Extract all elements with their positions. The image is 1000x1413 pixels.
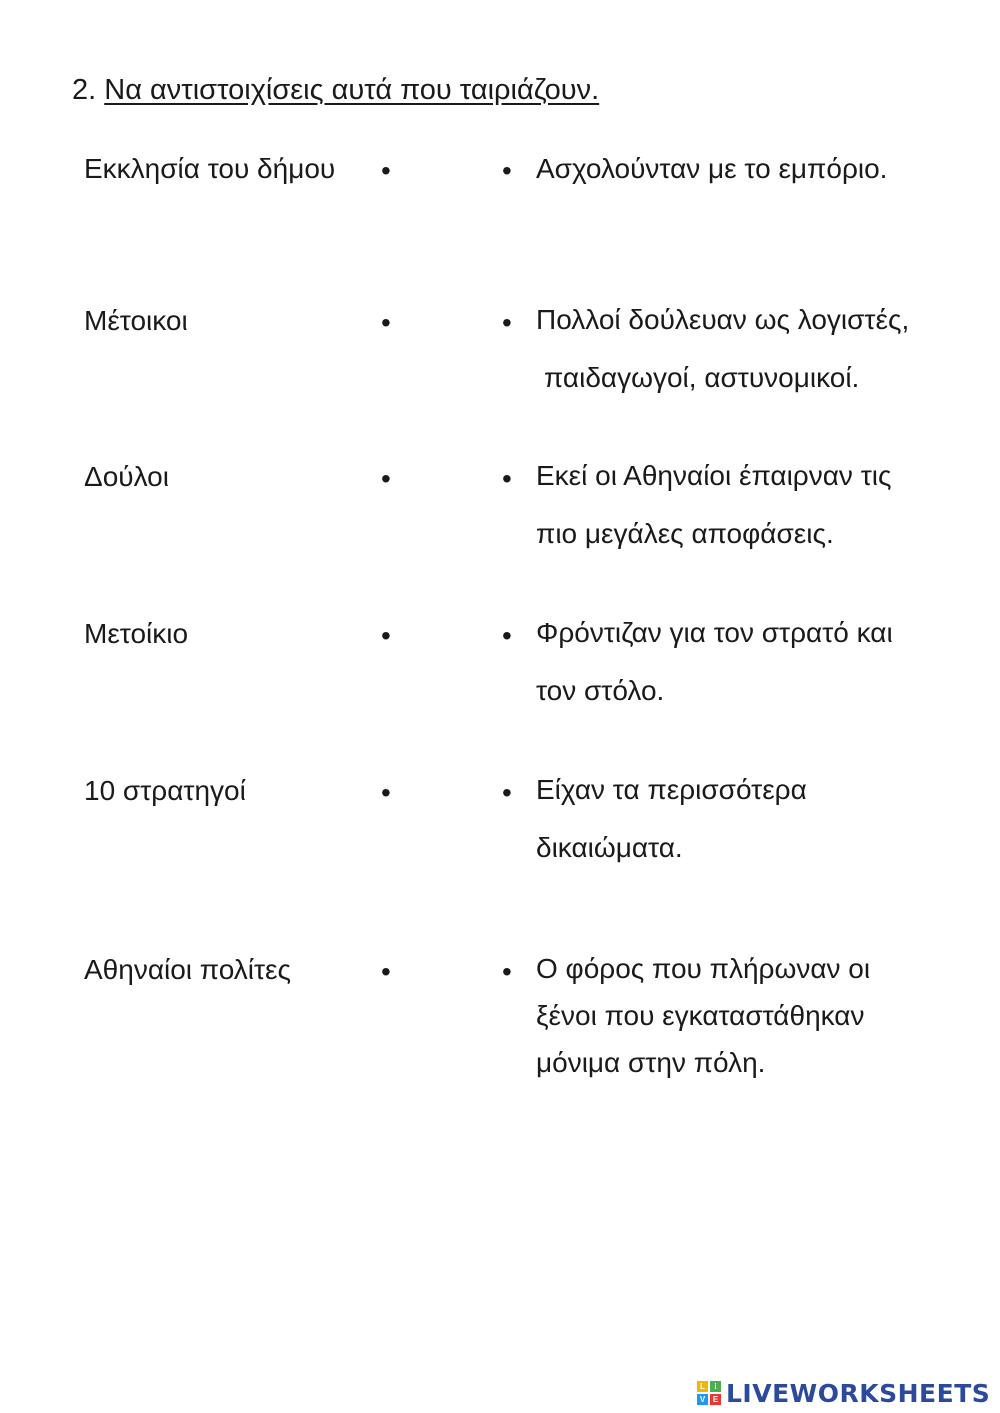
left-term: Δούλοι	[84, 461, 169, 492]
left-match-dot[interactable]: •	[381, 463, 391, 494]
definition-line: Ασχολούνταν με το εμπόριο.	[536, 153, 888, 184]
logo-text: LIVEWORKSHEETS	[726, 1378, 991, 1408]
definition-line: τον στόλο.	[536, 675, 665, 706]
right-definition	[536, 945, 870, 1086]
right-match-dot[interactable]: •	[502, 463, 512, 494]
definition-line: ξένοι που εγκαταστάθηκαν	[536, 1000, 865, 1031]
right-match-dot[interactable]: •	[502, 777, 512, 808]
question-instruction: Να αντιστοιχίσεις αυτά που ταιριάζουν.	[104, 74, 600, 106]
question-title	[72, 74, 599, 107]
left-term: Μετοίκιο	[84, 618, 189, 649]
left-match-dot[interactable]: •	[381, 307, 391, 338]
definition-line: μόνιμα στην πόλη.	[536, 1047, 766, 1078]
definition-line: Εκεί οι Αθηναίοι έπαιρναν τις	[536, 460, 892, 491]
left-match-dot[interactable]: •	[381, 155, 391, 186]
right-definition	[536, 761, 807, 877]
logo-tile: E	[710, 1394, 721, 1405]
left-match-dot[interactable]: •	[381, 777, 391, 808]
left-term: 10 στρατηγοί	[84, 775, 246, 806]
liveworksheets-logo-icon	[697, 1381, 721, 1405]
left-term: Αθηναίοι πολίτες	[84, 954, 292, 985]
definition-line: Φρόντιζαν για τον στρατό και	[536, 617, 893, 648]
definition-line: δικαιώματα.	[536, 832, 683, 863]
right-match-dot[interactable]: •	[502, 155, 512, 186]
left-term: Εκκλησία του δήμου	[84, 153, 336, 184]
definition-line: Πολλοί δούλευαν ως λογιστές,	[536, 304, 910, 335]
logo-tile: L	[697, 1381, 708, 1392]
right-definition	[536, 153, 887, 185]
right-match-dot[interactable]: •	[502, 620, 512, 651]
right-definition	[536, 604, 893, 720]
right-definition	[536, 447, 891, 563]
definition-line: παιδαγωγοί, αστυνομικοί.	[544, 362, 860, 393]
definition-line: Είχαν τα περισσότερα	[536, 774, 807, 805]
left-term: Μέτοικοι	[84, 305, 188, 336]
definition-line: πιο μεγάλες αποφάσεις.	[536, 518, 834, 549]
definition-line: Ο φόρος που πλήρωναν οι	[536, 953, 871, 984]
logo-tile: i	[710, 1381, 721, 1392]
right-match-dot[interactable]: •	[502, 956, 512, 987]
right-match-dot[interactable]: •	[502, 307, 512, 338]
liveworksheets-logo[interactable]	[697, 1376, 990, 1410]
right-definition	[536, 291, 909, 407]
left-match-dot[interactable]: •	[381, 620, 391, 651]
logo-tile: V	[697, 1394, 708, 1405]
question-number: 2.	[72, 74, 97, 106]
left-match-dot[interactable]: •	[381, 956, 391, 987]
